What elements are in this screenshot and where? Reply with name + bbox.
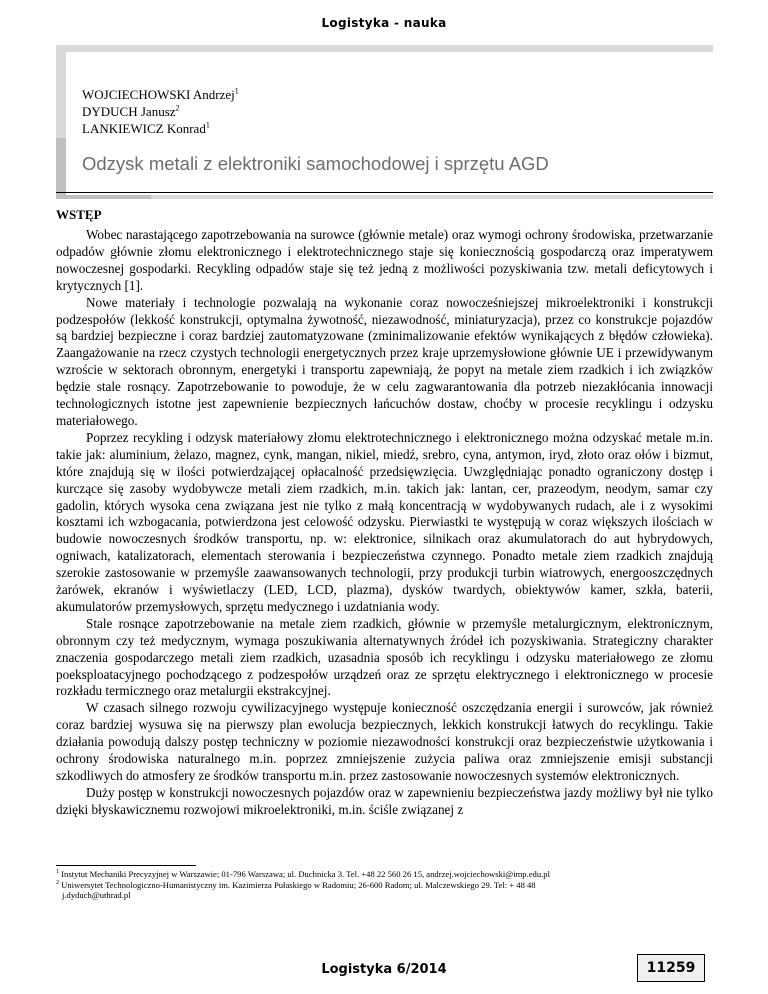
paragraph: Nowe materiały i technologie pozwalają na wykonanie coraz nowocześniejszej mikroelektroniki i konstrukcji podzespołów (lekkość konstrukcji, optymalna żywotność, niezawodność, miniaturyzacja), przez co konstrukcje pojazdów są bardziej bezpieczne i coraz bardziej zautomatyzowane (zminimalizowanie efektów wynikających z błędów człowieka). Zaangażowanie na rzecz czystych technologii energetycznych przez kraje uprzemysłowione głównie UE i przewidywanym wzroście w sektorach obronnym, energetyki i transportu zapewniają, że popyt na metale ziem rzadkich i ich związków będzie stale rosnący. Zapotrzebowanie to powoduje, że w celu zagwarantowania dla potrzeb niezakłócania innowacji technologicznych istotne jest zapewnienie bezpiecznych łańcuchów dostaw, choćby w procesie recyklingu i odzysku materiałowego. bbox=[56, 294, 713, 428]
title-divider bbox=[56, 192, 713, 193]
paragraph: W czasach silnego rozwoju cywilizacyjnego występuje konieczność oszczędzania energii i surowców, jak również coraz bardziej wysuwa się na pierwszy plan ewolucja bezpiecznych, lekkich konstrukcji łatwych do recyklingu. Takie działania powodują dalszy postęp techniczny w poziomie niezawodności konstrukcji oraz bezpieczeństwie użytkowania i ochrony środowiska naturalnego m.in. poprzez zmniejszenie zużycia paliwa oraz zmniejszenie emisji substancji szkodliwych do atmosfery ze środków transportu m.in. przez zastosowanie nowoczesnych systemów elektronicznych. bbox=[56, 700, 713, 783]
author-item: WOJCIECHOWSKI Andrzej$^1$ bbox=[82, 86, 239, 102]
paragraph: Duży postęp w konstrukcji nowoczesnych pojazdów oraz w zapewnieniu bezpieczeństwa jazdy możliwy był nie tylko dzięki błyskawicznemu rozwojowi mikroelektroniki, m.in. ściśle związanej z bbox=[56, 784, 713, 817]
page-number: 11259 bbox=[637, 954, 705, 982]
author-item: LANKIEWICZ Konrad$^1$ bbox=[82, 120, 210, 136]
running-header: Logistyka - nauka bbox=[321, 16, 447, 30]
article-title: Odzysk metali z elektroniki samochodowej i sprzętu AGD bbox=[82, 153, 549, 174]
paragraph: Stale rosnące zapotrzebowanie na metale ziem rzadkich, głównie w przemyśle metalurgicznym, elektronicznym, obronnym czy też medycznym, wymaga poszukiwania alternatywnych źródeł ich pozyskiwania. Strategiczny charakter znaczenia gospodarczego metali ziem rzadkich, uzasadnia sposób ich recyklingu i odzysku materiałowego ze złomu poeksploatacyjnego pochodzącego z podzespołów urządzeń oraz ze sprzętu elektrycznego i elektronicznego w procesie rozkładu termicznego oraz metalurgii ekstrakcyjnej. bbox=[56, 615, 713, 699]
footnote-divider bbox=[56, 865, 196, 866]
author-list bbox=[82, 86, 239, 137]
footnotes bbox=[56, 869, 713, 901]
footnote-2: $^2$ Uniwersytet Technologiczno-Humanistyczny im. Kazimierza Pułaskiego w Radomiu; 26-600 Radom; ul. Malczewskiego 29. Tel: + 48 48 bbox=[56, 879, 536, 890]
footnote-2-continuation: j.dyduch@uthrad.pl bbox=[62, 890, 131, 900]
footnote-1: $^1$ Instytut Mechaniki Precyzyjnej w Warszawie; 01-796 Warszawa; ul. Duchnicka 3. Tel. +48 22 560 26 15, andrzej.wojciechowski@imp.edu.pl bbox=[56, 869, 550, 879]
section-heading: WSTĘP bbox=[56, 207, 102, 222]
paragraph: Poprzez recykling i odzysk materiałowy złomu elektrotechnicznego i elektronicznego można odzyskać metale m.in. takie jak: aluminium, żelazo, magnez, cynk, mangan, nikiel, miedź, srebro, cyna, antymon, iryd, złoto oraz ołów i bizmut, które znajdują się w ilości potwierdzającej opłacalność przedsięwzięcia. Uwzględniając ponadto ograniczony dostęp i kurczące się zasoby wydobywcze metali ziem rzadkich, m.in. takich jak: lantan, cer, prazeodym, neodym, samar czy gadolin, których wysoka cena związana jest nie tylko z małą koncentracją w wydobywanych rudach, ale i z wysokimi kosztami ich wzbogacania, potwierdzona jest celowość odzysku. Pierwiastki te występują w coraz większych ilościach w budowie nowoczesnych środków transportu, np. w: elektronice, silnikach oraz akumulatorach do aut hybrydowych, ogniwach, katalizatorach, elementach sterowania i bezpieczeństwa czynnego. Ponadto metale ziem rzadkich znajdują szerokie zastosowanie w przemyśle zaawansowanych technologii, przy produkcji turbin wiatrowych, energooszczędnych żarówek, ekranów i wyświetlaczy (LED, LCD, plazma), dysków twardych, obiektywów kamer, szkła, baterii, akumulatorów przemysłowych, sprzętu medycznego i uzdatniania wody. bbox=[56, 429, 713, 614]
author-item: DYDUCH Janusz$^2$ bbox=[82, 103, 180, 119]
footer-journal-issue: Logistyka 6/2014 bbox=[321, 962, 447, 977]
body-text bbox=[56, 227, 713, 819]
paragraph: Wobec narastającego zapotrzebowania na surowce (głównie metale) oraz wymogi ochrony środowiska, przetwarzanie odpadów głównie złomu elektronicznego i elektrotechnicznego staje się koniecznością gospodarczą oraz imperatywem nowoczesnej gospodarki. Recykling odpadów staje się też jedną z możliwości pozyskiwania tzw. metali deficytowych i krytycznych [1]. bbox=[56, 227, 713, 293]
